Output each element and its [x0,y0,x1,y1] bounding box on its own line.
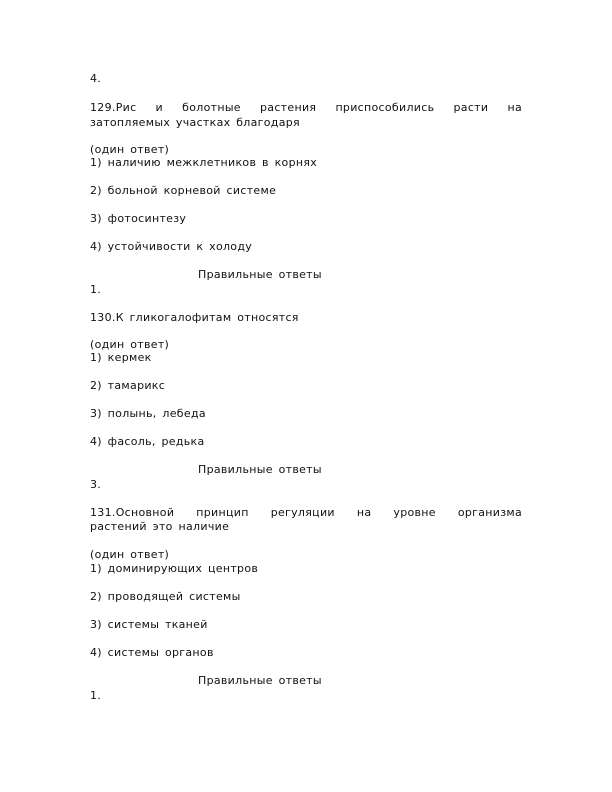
question-131-answer: 1. [90,689,102,702]
question-131-title-line2: растений это наличие [90,520,230,533]
question-130-option-3: 3) полынь, лебеда [90,407,206,420]
question-129-answer: 1. [90,283,102,296]
question-129-option-1: 1) наличию межклетников в корнях [90,156,318,169]
question-130-option-2: 2) тамарикс [90,379,166,392]
question-129-title-line2: затопляемых участках благодаря [90,116,300,129]
question-131-option-3: 3) системы тканей [90,618,208,631]
question-130-option-1: 1) кермек [90,351,152,364]
question-131-title-line1: 131.Основной принцип регуляции на уровне организма [90,506,522,519]
question-129-title-line1: 129.Рис и болотные растения приспособились расти на [90,101,522,114]
question-130-option-4: 4) фасоль, редька [90,435,205,448]
question-130-answer: 3. [90,478,102,491]
question-131-mode: (один ответ) [90,548,170,561]
question-129-mode: (один ответ) [90,143,170,156]
previous-answer: 4. [90,72,102,85]
question-131-option-4: 4) системы органов [90,646,214,659]
question-131-option-2: 2) проводящей системы [90,590,241,603]
question-131-answers-label: Правильные ответы [198,674,322,687]
question-129-answers-label: Правильные ответы [198,268,322,281]
question-130-mode: (один ответ) [90,338,170,351]
question-129-option-3: 3) фотосинтезу [90,212,187,225]
question-129-option-4: 4) устойчивости к холоду [90,240,253,253]
question-130-title: 130.К гликогалофитам относятся [90,311,299,324]
question-129-option-2: 2) больной корневой системе [90,184,277,197]
question-130-answers-label: Правильные ответы [198,463,322,476]
question-131-option-1: 1) доминирующих центров [90,562,259,575]
